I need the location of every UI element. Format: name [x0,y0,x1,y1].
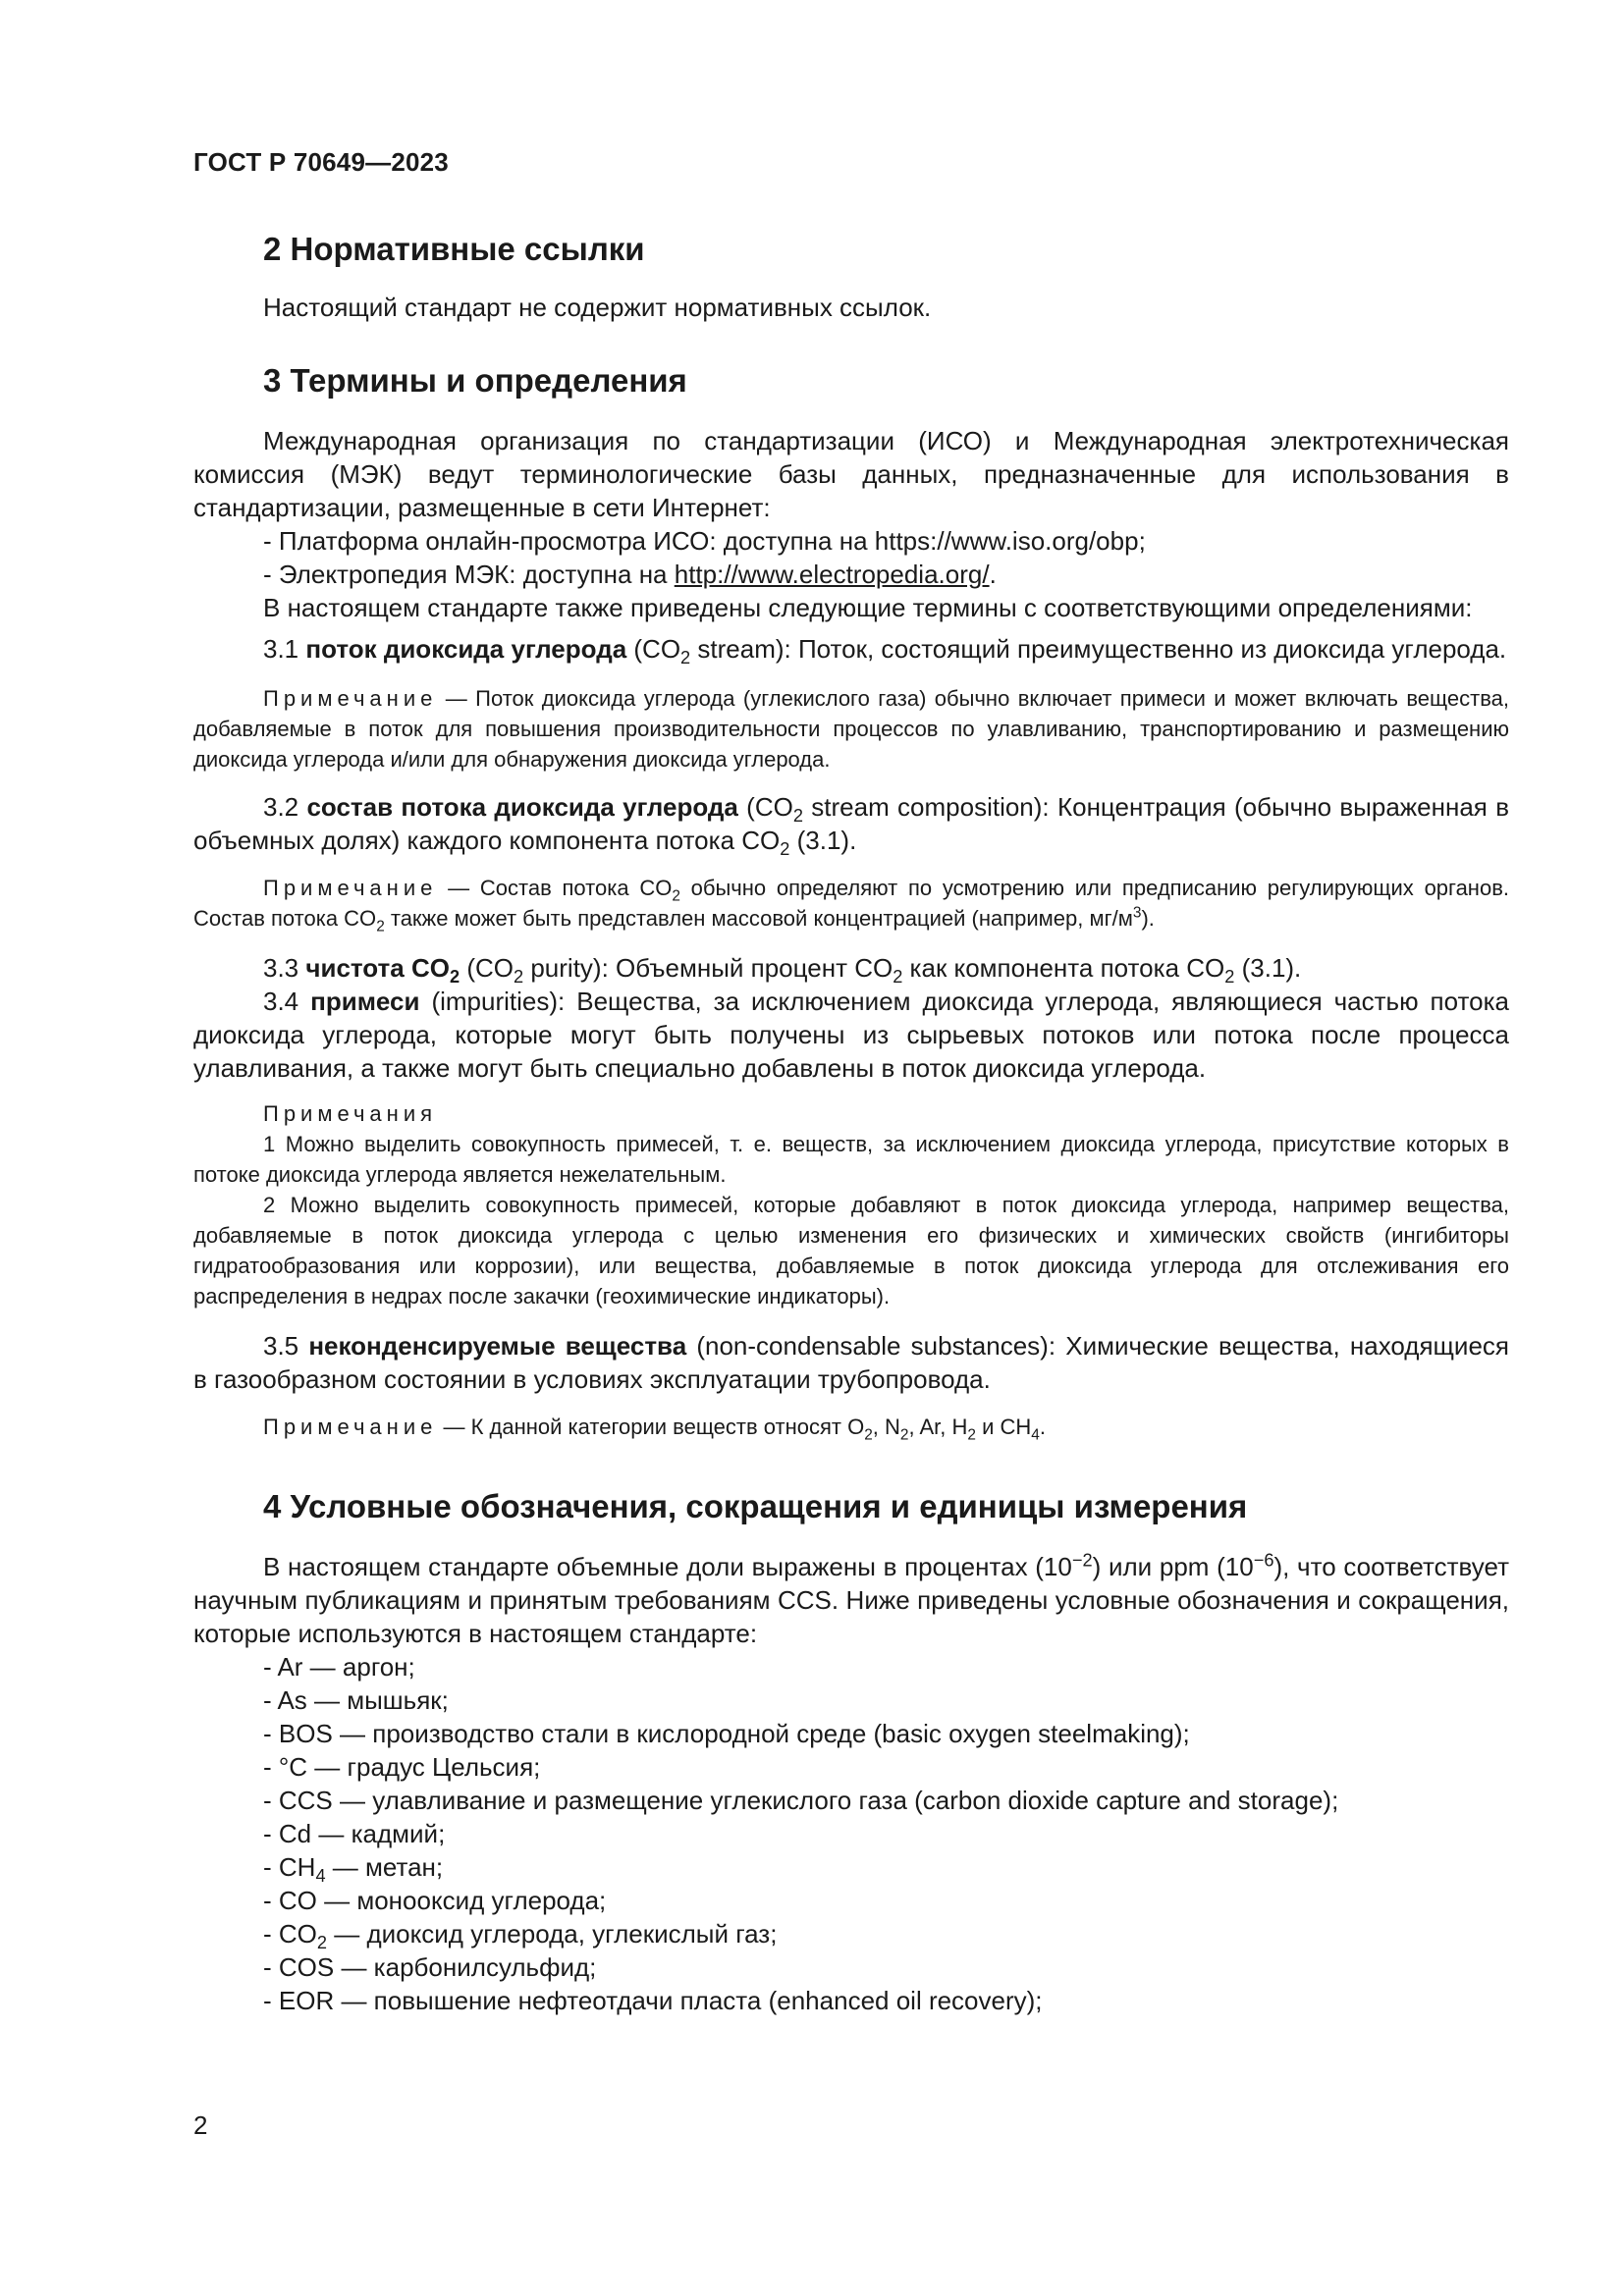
abbr-item-cd: - Cd — кадмий; [263,1819,446,1848]
abbr-item-ar: - Ar — аргон; [263,1652,415,1682]
abbr-item-co2: - $CO_2$ — диоксид углерода, углекислый газ; [263,1919,778,1953]
page-content [193,216,1509,2017]
section-3-heading: 3 Термины и определения [263,362,687,399]
terms-lead: В настоящем стандарте также приведены следующие термины с соответствующими определениями: [263,593,1473,622]
note-3-4-2: 2 Можно выделить совокупность примесей, которые добавляют в поток диоксида углерода, например вещества, добавляемые в поток диоксида углерода с целью изменения его физических и химических свойств (ингибиторы гидратообразования или коррозии), или вещества, добавляемые в поток диоксида углерода для отслеживания его распределения в недрах после закачки (геохимические индикаторы). [193,1193,1509,1308]
iec-electropedia-item: - Электропедия МЭК: доступна на http://www.electropedia.org/. [263,560,997,589]
term-3-5: 3.5 неконденсируемые вещества (non-condensable substances): Химические вещества, находящиеся в газообразном состоянии в условиях эксплуатации трубопровода. [193,1331,1509,1394]
note-3-1: Примечание — Поток диоксида углерода (углекислого газа) обычно включает примеси и может включать вещества, добавляемые в поток для повышения производительности процессов по улавливанию, транспортированию и размещению диоксида углерода и/или для обнаружения диоксида углерода. [193,686,1509,772]
section-3-intro: Международная организация по стандартизации (ИСО) и Международная электротехническая комиссия (МЭК) ведут терминологические базы данных, предназначенные для использования в стандартизации, размещенные в сети Интернет: [193,426,1509,522]
note-3-2: Примечание — Состав потока $CO_2$ обычно определяют по усмотрению или предписанию регулирующих органов. Состав потока $CO_2$ также может быть представлен массовой концентрацией (например, $мг/м^3$). [193,876,1509,935]
abbr-item-ch4: - $CH_4$ — метан; [263,1852,444,1887]
section-2-heading: 2 Нормативные ссылки [263,231,645,267]
abbr-item-celsius: - °C — градус Цельсия; [263,1752,541,1782]
abbr-item-bos: - BOS — производство стали в кислородной среде (basic oxygen steelmaking); [263,1719,1190,1748]
abbr-item-co: - CO — монооксид углерода; [263,1886,607,1915]
term-3-4: 3.4 примеси (impurities): Вещества, за исключением диоксида углерода, являющиеся частью потока диоксида углерода, которые могут быть получены из сырьевых потоков или потока после процесса улавливания, а также могут быть специально добавлены в поток диоксида углерода. [193,987,1509,1083]
abbr-item-ccs: - CCS — улавливание и размещение углекислого газа (carbon dioxide capture and storage); [263,1786,1339,1815]
note-3-4-1: 1 Можно выделить совокупность примесей, т. е. веществ, за исключением диоксида углерода, присутствие которых в потоке диоксида углерода является нежелательным. [193,1132,1509,1187]
section-2-text: Настоящий стандарт не содержит нормативных ссылок. [263,293,932,322]
electropedia-link[interactable]: http://www.electropedia.org/ [674,560,990,589]
abbr-item-cos: - COS — карбонилсульфид; [263,1952,597,1982]
term-3-2: 3.2 состав потока диоксида углерода ($CO_2$ stream composition): Концентрация (обычно выраженная в объемных долях) каждого компонента потока $CO_2$ (3.1). [193,792,1510,860]
page-number: 2 [193,2110,208,2140]
abbr-item-eor: - EOR — повышение нефтеотдачи пласта (enhanced oil recovery); [263,1986,1043,2015]
section-4-heading: 4 Условные обозначения, сокращения и единицы измерения [263,1488,1248,1524]
standard-header: ГОСТ Р 70649—2023 [193,147,449,177]
section-4-intro: В настоящем стандарте объемные доли выражены в процентах $(10^{-2})$ или ppm $(10^{-6})$, что соответствует научным публикациям и принятым требованиям CCS. Ниже приведены условные обозначения и сокращения, которые используются в настоящем стандарте: [193,1550,1509,1648]
note-3-5: Примечание — К данной категории веществ относят $O_2$, $N_2$, Ar, $H_2$ и $CH_4$. [263,1415,1046,1444]
iso-platform-item: - Платформа онлайн-просмотра ИСО: доступна на https://www.iso.org/obp; [263,526,1146,556]
term-3-3: 3.3 чистота $CO_2$ ($CO_2$ purity): Объемный процент $CO_2$ как компонента потока $CO_2$ (3.1). [263,953,1302,988]
abbr-item-as: - As — мышьяк; [263,1685,449,1715]
term-3-1: 3.1 поток диоксида углерода ($CO_2$ stream): Поток, состоящий преимущественно из диоксида углерода. [263,634,1507,668]
notes-3-4-heading: Примечания [263,1101,438,1126]
